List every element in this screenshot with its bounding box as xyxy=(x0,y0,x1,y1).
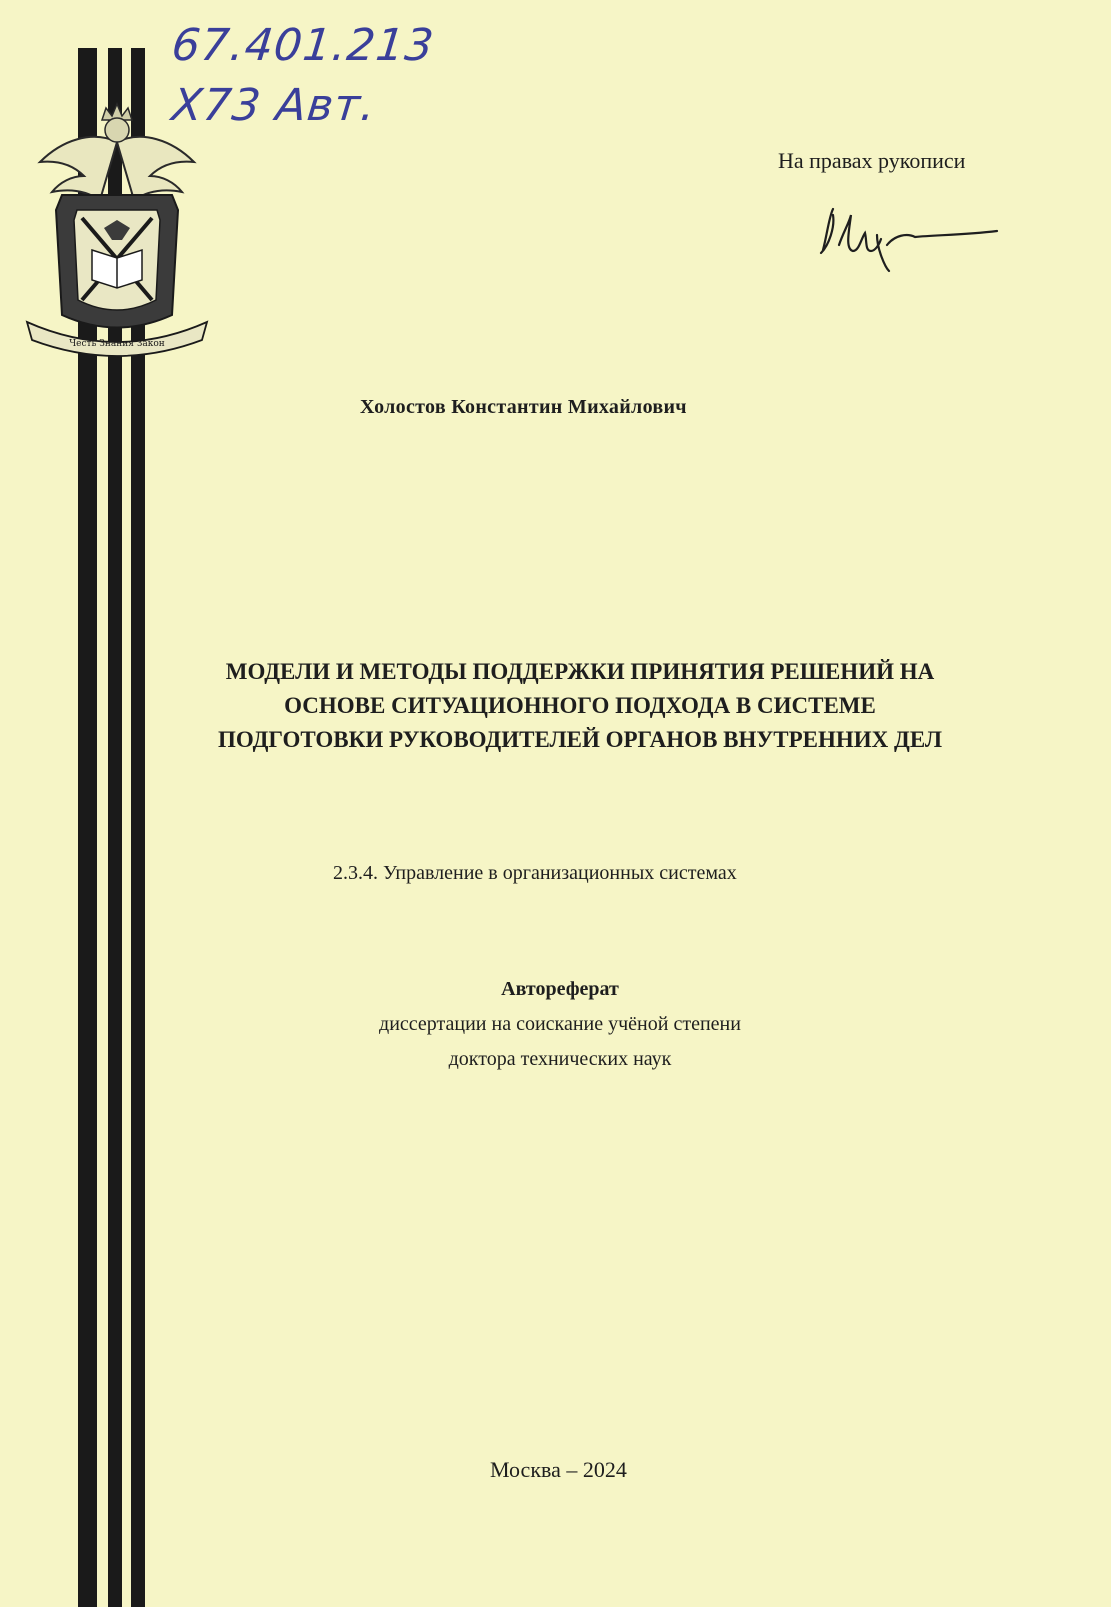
manuscript-rights-note: На правах рукописи xyxy=(778,148,966,173)
police-academy-emblem-icon xyxy=(22,100,212,360)
abstract-line-1: диссертации на соискание учёной степени xyxy=(379,1013,741,1035)
city-and-year: Москва – 2024 xyxy=(490,1457,627,1482)
specialty-code: 2.3.4. Управление в организационных системах xyxy=(333,862,737,884)
abstract-block xyxy=(300,972,820,1077)
handwritten-signature xyxy=(815,205,1005,275)
handwritten-call-number-line2: Х73 Авт. xyxy=(169,80,379,131)
abstract-line-2: доктора технических наук xyxy=(448,1048,672,1070)
title-line-2: ОСНОВЕ СИТУАЦИОННОГО ПОДХОДА В СИСТЕМЕ xyxy=(284,693,876,718)
author-name: Холостов Константин Михайлович xyxy=(360,396,687,418)
title-line-3: ПОДГОТОВКИ РУКОВОДИТЕЛЕЙ ОРГАНОВ ВНУТРЕННИХ ДЕЛ xyxy=(217,727,943,752)
handwritten-call-number-line1: 67.401.213 xyxy=(169,20,437,71)
dissertation-title xyxy=(150,655,1010,757)
title-line-1: МОДЕЛИ И МЕТОДЫ ПОДДЕРЖКИ ПРИНЯТИЯ РЕШЕНИЙ НА xyxy=(225,659,935,684)
abstract-title: Автореферат xyxy=(501,978,619,1000)
emblem-ribbon-text: Честь Знания Закон xyxy=(69,339,165,349)
